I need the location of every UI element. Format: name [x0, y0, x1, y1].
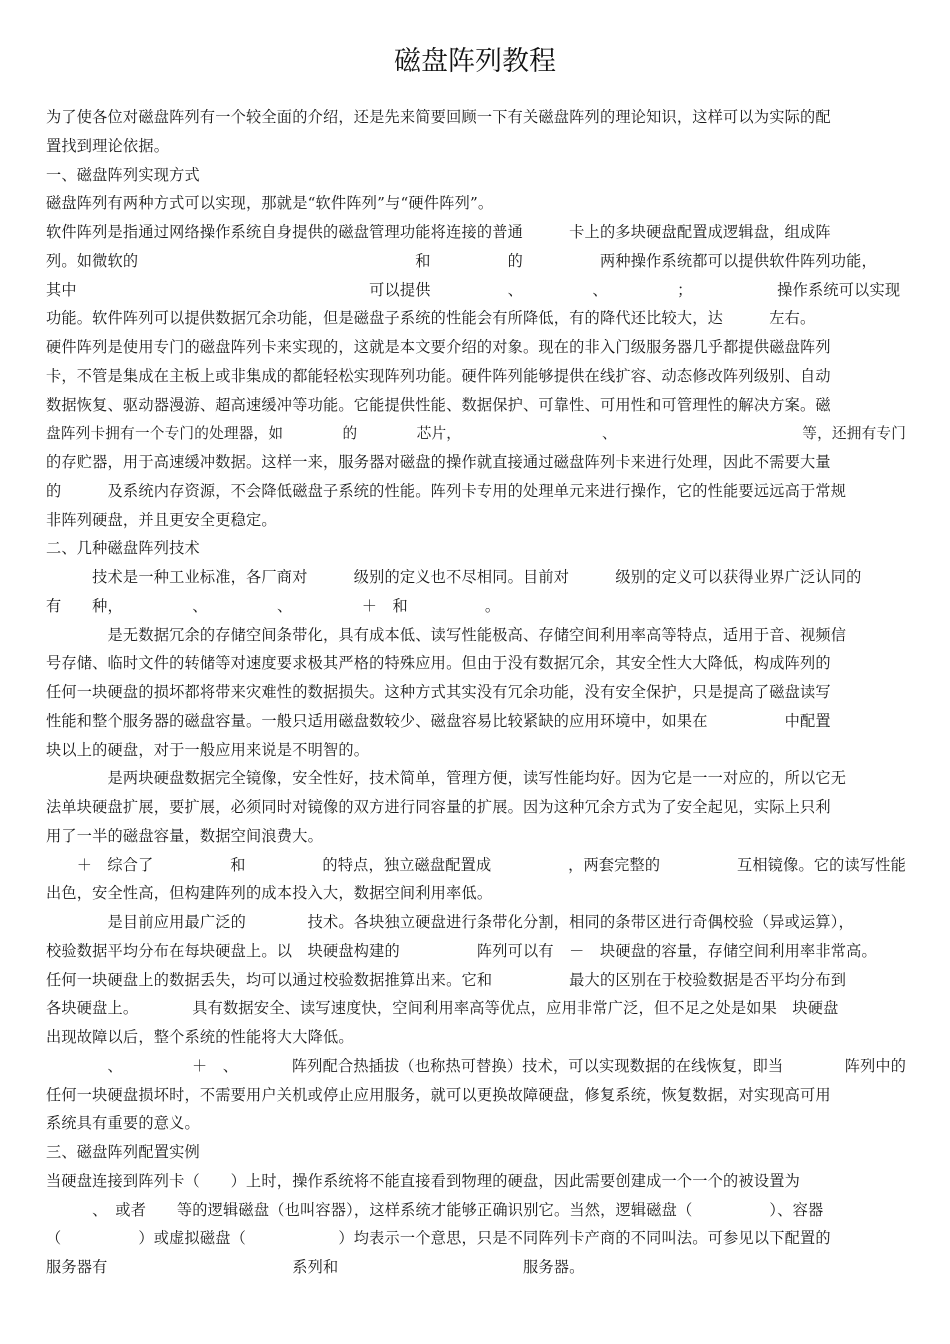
text-line: 出色，安全性高，但构建阵列的成本投入大，数据空间利用率低。: [46, 884, 493, 903]
text-line: 用了一半的磁盘容量，数据空间浪费大。: [46, 826, 323, 845]
text-line: 为了使各位对磁盘阵列有一个较全面的介绍，还是先来简要回顾一下有关磁盘阵列的理论知识，这样可以为实际的配: [46, 108, 831, 126]
text-line: 是目前应用最广泛的 技术。各块独立硬盘进行条带化分割，相同的条带区进行奇偶校验（异或运算），: [46, 913, 854, 931]
text-line: 法单块硬盘扩展，要扩展，必须同时对镜像的双方进行同容量的扩展。因为这种冗余方式为了安全起见，实际上只利: [46, 798, 831, 816]
text-line: 二、几种磁盘阵列技术: [46, 539, 200, 558]
text-line: 功能。软件阵列可以提供数据冗余功能，但是磁盘子系统的性能会有所降低，有的降代还比较大，达 左右。: [46, 309, 816, 328]
text-line: 三、磁盘阵列配置实例: [46, 1143, 200, 1161]
document-title: 磁盘阵列教程: [394, 46, 556, 77]
text-line: 块以上的硬盘，对于一般应用来说是不明智的。: [46, 740, 370, 759]
text-line: 硬件阵列是使用专门的磁盘阵列卡来实现的，这就是本文要介绍的对象。现在的非入门级服务器几乎都提供磁盘阵列: [46, 338, 831, 356]
text-line: 校验数据平均分布在每块硬盘上。以 块硬盘构建的 阵列可以有 － 块硬盘的容量，存储空间利用率非常高。: [46, 941, 877, 960]
text-line: 、 或者 等的逻辑磁盘（也叫容器），这样系统才能够正确识别它。当然，逻辑磁盘（ ）、容器: [46, 1200, 824, 1219]
text-line: 的存贮器，用于高速缓冲数据。这样一来，服务器对磁盘的操作就直接通过磁盘阵列卡来进行处理，因此不需要大量: [46, 453, 831, 471]
text-line: 非阵列硬盘，并且更安全更稳定。: [46, 510, 277, 529]
text-line: 软件阵列是指通过网络操作系统自身提供的磁盘管理功能将连接的普通 卡上的多块硬盘配置成逻辑盘，组成阵: [46, 223, 831, 241]
text-line: 当硬盘连接到阵列卡（ ）上时，操作系统将不能直接看到物理的硬盘，因此需要创建成一个一个的被设置为: [46, 1171, 800, 1190]
text-line: 任何一块硬盘损坏时，不需要用户关机或停止应用服务，就可以更换故障硬盘，修复系统，恢复数据，对实现高可用: [46, 1085, 831, 1104]
text-line: 盘阵列卡拥有一个专门的处理器，如 的 芯片， 、 等，还拥有专门: [46, 425, 907, 443]
text-line: 任何一块硬盘上的数据丢失，均可以通过校验数据推算出来。它和 最大的区别在于校验数据是否平均分布到: [46, 970, 847, 989]
text-line: 的 及系统内存资源，不会降低磁盘子系统的性能。阵列卡专用的处理单元来进行操作，它的性能要远远高于常规: [46, 481, 847, 500]
text-line: 是两块硬盘数据完全镜像，安全性好，技术简单，管理方便，读写性能均好。因为它是一一对应的，所以它无: [46, 769, 847, 788]
text-line: 数据恢复、驱动器漫游、超高速缓冲等功能。它能提供性能、数据保护、可靠性、可用性和可管理性的解决方案。磁: [46, 395, 831, 414]
text-line: 一、磁盘阵列实现方式: [46, 165, 200, 184]
text-line: 性能和整个服务器的磁盘容量。一般只适用磁盘数较少、磁盘容易比较紧缺的应用环境中，如果在 中配置: [46, 711, 831, 730]
text-line: 是无数据冗余的存储空间条带化，具有成本低、读写性能极高、存储空间利用率高等特点，适用于音、视频信: [46, 625, 847, 644]
text-line: （ ）或虚拟磁盘（ ）均表示一个意思，只是不同阵列卡产商的不同叫法。可参见以下配置的: [46, 1229, 831, 1248]
text-line: 其中 可以提供 、 、 ； 操作系统可以实现: [46, 280, 901, 299]
text-line: 卡，不管是集成在主板上或非集成的都能轻松实现阵列功能。硬件阵列能够提供在线扩容、动态修改阵列级别、自动: [46, 366, 831, 385]
text-line: 系统具有重要的意义。: [46, 1114, 200, 1133]
text-line: 号存储、临时文件的转储等对速度要求极其严格的特殊应用。但由于没有数据冗余，其安全性大大降低，构成阵列的: [46, 654, 831, 673]
text-line: ＋ 综合了 和 的特点，独立磁盘配置成 ，两套完整的 互相镜像。它的读写性能: [46, 855, 906, 874]
text-line: 各块硬盘上。 具有数据安全、读写速度快，空间利用率高等优点，应用非常广泛，但不足之处是如果 块硬盘: [46, 999, 839, 1018]
text-line: 置找到理论依据。: [46, 136, 170, 155]
text-line: 技术是一种工业标准，各厂商对 级别的定义也不尽相同。目前对 级别的定义可以获得业界广泛认同的: [46, 568, 862, 586]
text-line: 有 种， 、 、 ＋ 和 。: [46, 596, 501, 615]
text-line: 列。如微软的 和 的 两种操作系统都可以提供软件阵列功能，: [46, 251, 877, 270]
text-line: 出现故障以后，整个系统的性能将大大降低。: [46, 1028, 354, 1046]
text-line: 任何一块硬盘的损坏都将带来灾难性的数据损失。这种方式其实没有冗余功能，没有安全保护，只是提高了磁盘读写: [46, 683, 831, 701]
text-line: 服务器有 系列和 服务器。: [46, 1258, 585, 1276]
text-line: 磁盘阵列有两种方式可以实现，那就是“软件阵列”与“硬件阵列”。: [46, 194, 494, 213]
text-line: 、 ＋ 、 阵列配合热插拔（也称热可替换）技术，可以实现数据的在线恢复，即当 阵列中的: [46, 1056, 907, 1075]
